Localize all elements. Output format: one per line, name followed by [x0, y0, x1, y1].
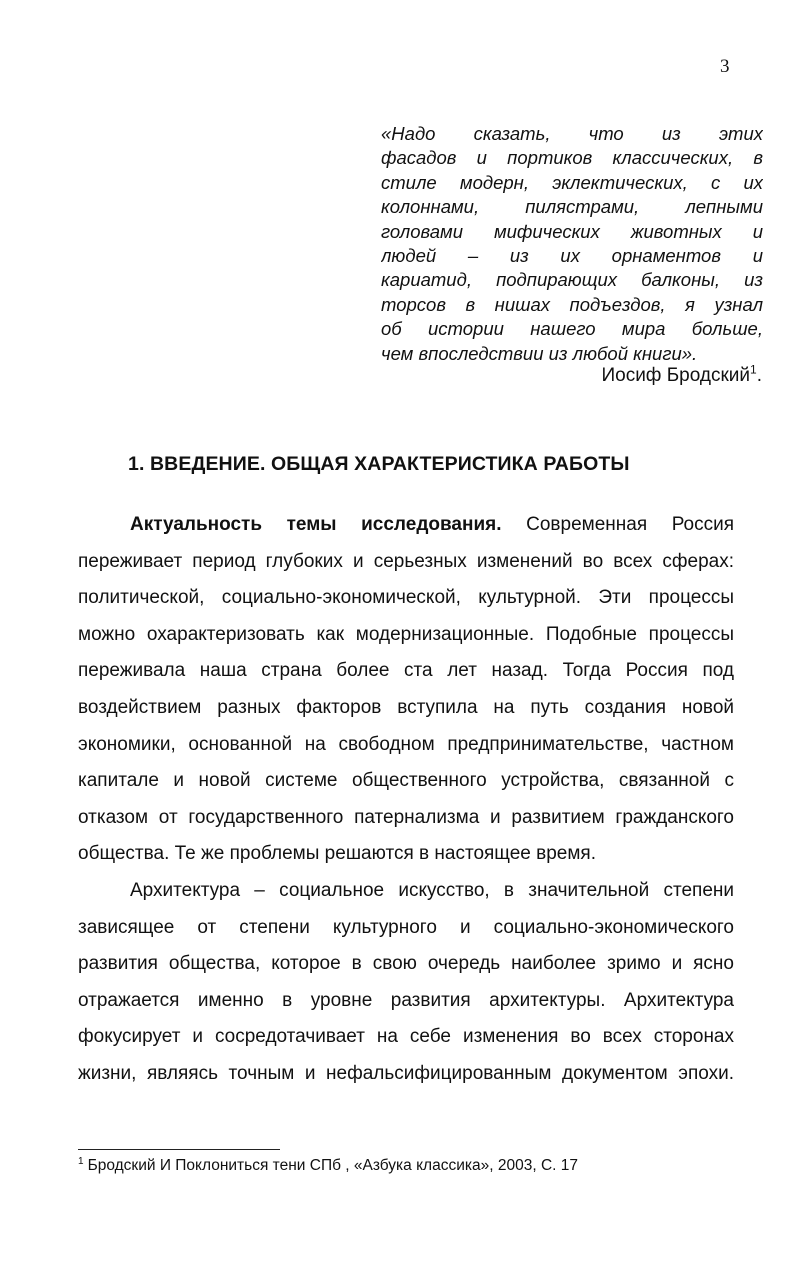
- paragraph-line: воздействием разных факторов вступила на путь создания новой: [78, 696, 734, 718]
- page-number: 3: [720, 56, 730, 77]
- footnote-reference[interactable]: 1: [750, 362, 757, 377]
- footnote-text: Бродский И Поклониться тени СПб , «Азбука классика», 2003, С. 17: [87, 1157, 578, 1174]
- footnote: [78, 1157, 578, 1175]
- epigraph-line: об истории нашего мира больше,: [381, 318, 763, 340]
- paragraph-line: жизни, являясь точным и нефальсифицированным документом эпохи.: [78, 1062, 734, 1084]
- paragraph-line: можно охарактеризовать как модернизационные. Подобные процессы: [78, 623, 734, 645]
- paragraph-line: политической, социально-экономической, культурной. Эти процессы: [78, 587, 734, 609]
- paragraph-line: переживает период глубоких и серьезных изменений во всех сферах:: [78, 550, 734, 572]
- epigraph-line: людей – из их орнаментов и: [381, 244, 763, 266]
- epigraph-line: головами мифических животных и: [381, 220, 763, 242]
- paragraph-line: общества. Те же проблемы решаются в настоящее время.: [78, 843, 596, 865]
- paragraph-line: переживала наша страна более ста лет назад. Тогда Россия под: [78, 660, 734, 682]
- author-name: Иосиф Бродский: [601, 365, 751, 386]
- epigraph-line: «Надо сказать, что из этих: [381, 123, 763, 144]
- epigraph: [381, 122, 763, 366]
- epigraph-line: стиле модерн, эклектических, с их: [381, 171, 763, 193]
- paragraph-text: Современная Россия: [526, 514, 734, 535]
- body-text: [78, 511, 734, 1097]
- paragraph-line: зависящее от степени культурного и социально-экономического: [78, 916, 734, 938]
- epigraph-author: [601, 362, 762, 387]
- epigraph-line: фасадов и портиков классических, в: [381, 147, 763, 169]
- paragraph-line: [78, 511, 734, 548]
- epigraph-line: чем впоследствии из любой книги».: [381, 342, 698, 364]
- section-heading: 1. ВВЕДЕНИЕ. ОБЩАЯ ХАРАКТЕРИСТИКА РАБОТЫ: [128, 453, 630, 475]
- epigraph-line: колоннами, пилястрами, лепными: [381, 196, 763, 218]
- paragraph-line: фокусирует и сосредотачивает на себе изменения во всех сторонах: [78, 1026, 734, 1048]
- paragraph-line: развития общества, которое в свою очередь наиболее зримо и ясно: [78, 953, 734, 975]
- paragraph-line: отказом от государственного патернализма и развитием гражданского: [78, 806, 734, 828]
- paragraph-line: капитале и новой системе общественного устройства, связанной с: [78, 770, 734, 792]
- epigraph-line: торсов в нишах подъездов, я узнал: [381, 293, 763, 315]
- footnote-mark: 1: [78, 1155, 84, 1167]
- author-trail: .: [756, 365, 762, 386]
- paragraph-line: Архитектура – социальное искусство, в значительной степени: [130, 879, 734, 901]
- paragraph-line: экономики, основанной на свободном предпринимательстве, частном: [78, 733, 734, 755]
- paragraph-line: отражается именно в уровне развития архитектуры. Архитектура: [78, 989, 734, 1011]
- epigraph-line: кариатид, подпирающих балконы, из: [381, 269, 763, 291]
- paragraph-lead: Актуальность темы исследования.: [130, 514, 502, 535]
- footnote-divider: [78, 1149, 280, 1150]
